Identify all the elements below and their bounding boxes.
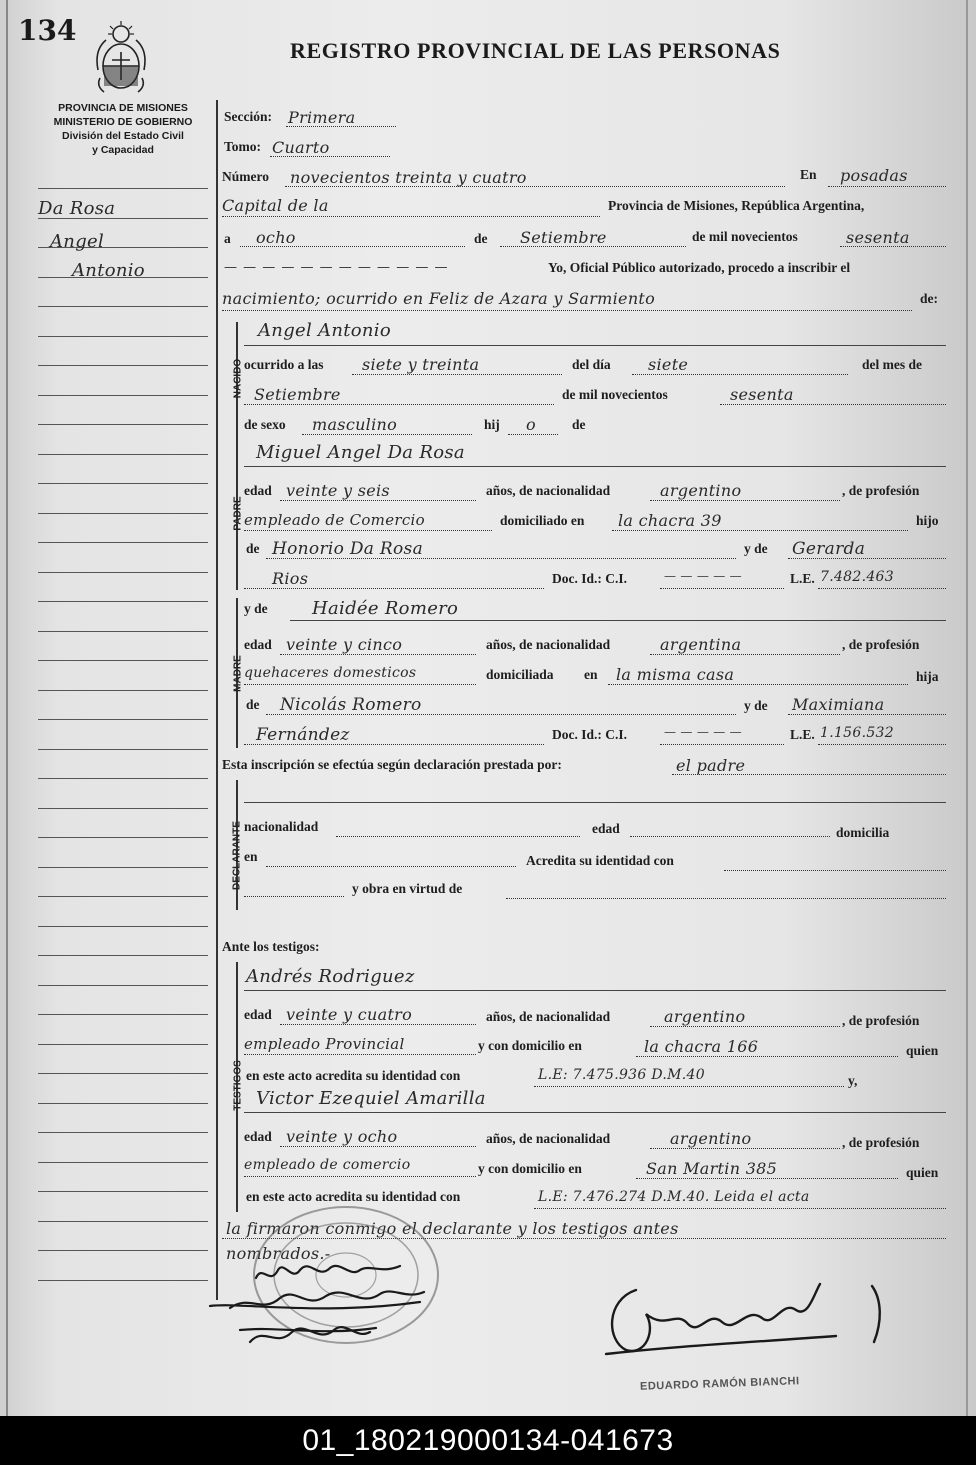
sidebar-ruled-line [38,1162,208,1163]
t2-edad-label: edad [244,1129,272,1144]
abuela-paterna-apellido: Rios [272,569,309,588]
sidebar-ruled-line [38,1014,208,1015]
provincia-text: Provincia de Misiones, República Argentina, [608,198,865,213]
t1-quien-label: quien [906,1043,939,1058]
a-label: a [224,231,231,246]
t1-dom-label: y con domicilio en [478,1038,582,1053]
t1-nac-label: años, de nacionalidad [486,1009,611,1024]
t1-nac-value: argentino [664,1007,746,1026]
padre-ci-value: — — — — — [664,569,742,583]
hija-label: hija [916,669,939,684]
t1-acr-value: L.E: 7.475.936 D.M.40 [538,1067,705,1083]
seccion-label: Sección: [224,109,272,124]
hijo-label: hijo [916,513,939,528]
page-number: 134 [18,14,77,47]
page-edge-right [966,0,968,1416]
padre-dom-label: domiciliado en [500,513,585,528]
division-label-1: División del Estado Civil [62,130,184,142]
sidebar-ruled-line [38,1280,208,1281]
issuing-office [40,101,206,157]
declarante-en-label: en [244,849,258,864]
coat-of-arms-icon [90,20,152,98]
testigo2-name: Victor Ezequiel Amarilla [256,1088,486,1109]
padre-prof-value: empleado de Comercio [244,511,425,529]
padre-de-label: de [246,541,260,556]
witness-signatures-icon [200,1256,440,1356]
mil-label: de mil novecientos [692,229,798,244]
tomo-label: Tomo: [224,139,262,154]
t1-prof-label: , de profesión [842,1013,920,1028]
officer-name-stamp: EDUARDO RAMÓN BIANCHI [639,1375,800,1393]
sidebar-ruled-line [38,1221,208,1222]
madre-ci-value: — — — — — [664,725,742,739]
t1-y-label: y, [848,1073,858,1088]
sidebar-ruled-line [38,454,208,455]
abuelo-materno-value: Nicolás Romero [280,695,422,715]
sidebar-ruled-line [38,867,208,868]
declarante-acredita-label: Acredita su identidad con [526,853,674,868]
declarante-edad-label: edad [592,821,620,836]
de-label: de [474,231,488,246]
padre-le-value: 7.482.463 [820,569,894,585]
madre-doc-label: Doc. Id.: C.I. [552,727,628,742]
madre-yde2-label: y de [744,698,768,713]
t2-acr-label: en este acto acredita su identidad con [246,1189,461,1204]
abuela-materna-value: Maximiana [792,695,885,714]
margin-surname: Da Rosa [38,198,116,219]
main-form-border [216,100,218,1300]
testigos-section-label: TESTIGOS [232,1060,244,1111]
t2-dom-label: y con domicilio en [478,1161,582,1176]
sidebar-ruled-line [38,1103,208,1104]
officer-signature-icon [596,1270,896,1370]
t2-prof-value: empleado de comercio [244,1157,411,1173]
ante-testigos-label: Ante los testigos: [222,939,320,954]
sidebar-ruled-line [38,1250,208,1251]
capital-value: Capital de la [222,196,329,215]
madre-yde-label: y de [244,601,268,616]
madre-dom-label: domiciliada [486,667,554,682]
t2-edad-value: veinte y ocho [286,1127,398,1146]
declarante-nac-label: nacionalidad [244,819,319,834]
sidebar-ruled-line [38,1132,208,1133]
sexo-value: masculino [312,415,398,434]
sidebar-ruled-line [38,690,208,691]
madre-prof-label: , de profesión [842,637,920,652]
sidebar-ruled-line [38,660,208,661]
sidebar-ruled-line [38,778,208,779]
madre-prof-value: quehaceres domesticos [244,665,417,681]
sidebar-ruled-line [38,1191,208,1192]
page-title: REGISTRO PROVINCIAL DE LAS PERSONAS [290,38,781,63]
sidebar-ruled-line [38,749,208,750]
padre-edad-value: veinte y seis [286,481,390,500]
sidebar-ruled-line [38,572,208,573]
hij-label: hij [484,417,500,432]
image-caption: 01_180219000134-041673 [0,1416,976,1465]
t2-quien-label: quien [906,1165,939,1180]
sidebar-ruled-line [38,1044,208,1045]
madre-le-value: 1.156.532 [820,725,894,741]
hora-value: siete y treinta [362,355,480,374]
province-label: PROVINCIA DE MISIONES [58,102,188,114]
sidebar-ruled-line [38,306,208,307]
padre-doc-label: Doc. Id.: C.I. [552,571,628,586]
sidebar-ruled-line [38,896,208,897]
madre-nac-label: años, de nacionalidad [486,637,611,652]
sexo-label: de sexo [244,417,286,432]
seccion-value: Primera [288,108,356,127]
sidebar-ruled-line [38,955,208,956]
madre-section-label: MADRE [232,655,244,692]
dia-registro-value: ocho [256,228,296,247]
padre-le-label: L.E. [790,571,815,586]
del-dia-label: del día [572,357,611,372]
mes-registro-value: Setiembre [520,228,607,247]
madre-de-label: de [246,697,260,712]
sidebar-ruled-line [38,395,208,396]
sidebar-ruled-line [38,336,208,337]
sidebar-ruled-line [38,631,208,632]
numero-value: novecientos treinta y cuatro [290,168,527,187]
sidebar-ruled-line [38,424,208,425]
t1-dom-value: la chacra 166 [644,1037,759,1056]
padre-yde-label: y de [744,541,768,556]
hij-value: o [526,415,536,434]
padre-edad-label: edad [244,483,272,498]
margin-middle-name: Antonio [72,260,145,281]
madre-edad-value: veinte y cinco [286,635,403,654]
t2-prof-label: , de profesión [842,1135,920,1150]
t2-acr-value: L.E: 7.476.274 D.M.40. Leida el acta [538,1189,810,1205]
inscripcion-text: Esta inscripción se efectúa según declaración prestada por: [222,757,562,772]
madre-edad-label: edad [244,637,272,652]
t2-dom-value: San Martin 385 [646,1159,778,1178]
sidebar-ruled-line [38,513,208,514]
abuela-paterna-value: Gerarda [792,539,866,559]
declarante-obra-label: y obra en virtud de [352,881,463,896]
abuelo-paterno-value: Honorio Da Rosa [272,539,424,559]
madre-le-label: L.E. [790,727,815,742]
sidebar-ruled-line [38,837,208,838]
closing-line-2: nombrados.- [226,1244,331,1263]
sidebar-ruled-line [38,1073,208,1074]
padre-section-label: PADRE [232,496,244,531]
padre-nac-label: años, de nacionalidad [486,483,611,498]
closing-line-1: la firmaron conmigo el declarante y los testigos antes [226,1219,679,1238]
nacido-de-label: de [572,417,586,432]
inscripcion-value: el padre [676,756,746,775]
sidebar-ruled-line [38,601,208,602]
mes-nacimiento-value: Setiembre [254,385,341,404]
sidebar-ruled-line [38,542,208,543]
tomo-value: Cuarto [272,138,330,157]
t2-nac-label: años, de nacionalidad [486,1131,611,1146]
numero-label: Número [222,169,269,184]
nacimiento-value: nacimiento; ocurrido en Feliz de Azara y Sarmiento [222,289,656,308]
t2-nac-value: argentino [670,1129,752,1148]
madre-dom-value: la misma casa [616,665,735,684]
nacido-name: Angel Antonio [258,320,391,341]
sidebar-ruled-line [38,365,208,366]
abuela-materna-apellido: Fernández [256,725,350,745]
padre-name: Miguel Angel Da Rosa [256,442,465,463]
sidebar-ruled-line [38,808,208,809]
padre-prof-label: , de profesión [842,483,920,498]
anio-nacimiento-value: sesenta [730,385,794,404]
sidebar-ruled-line [38,985,208,986]
nacido-mil-label: de mil novecientos [562,387,668,402]
de-colon-label: de: [920,291,938,306]
dia-nacimiento-value: siete [648,355,689,374]
margin-first-name: Angel [50,231,105,252]
oficial-text: Yo, Oficial Público autorizado, procedo a inscribir el [548,260,851,275]
sidebar-ruled-line [38,719,208,720]
page-edge-left [6,0,8,1416]
ministry-label: MINISTERIO DE GOBIERNO [53,116,193,128]
t1-acr-label: en este acto acredita su identidad con [246,1068,461,1083]
t1-prof-value: empleado Provincial [244,1035,405,1053]
sidebar-ruled-line [38,188,208,189]
division-label-2: y Capacidad [92,144,154,156]
testigo1-name: Andrés Rodriguez [246,966,415,987]
madre-nac-value: argentina [660,635,742,654]
madre-name: Haidée Romero [312,598,459,619]
en-label: En [800,167,817,182]
en-value: posadas [840,166,908,185]
declarante-section-label: DECLARANTE [231,821,243,890]
sidebar-ruled-line [38,926,208,927]
ocurrido-label: ocurrido a las [244,357,324,372]
nacido-section-label: NACIDO [232,358,244,399]
t1-edad-value: veinte y cuatro [286,1005,413,1024]
t1-edad-label: edad [244,1007,272,1022]
padre-dom-value: la chacra 39 [618,511,722,530]
anio-registro-value: sesenta [846,228,910,247]
sidebar-ruled-line [38,483,208,484]
dash-filler: — — — — — — — — — — — — [224,260,449,275]
madre-en-label: en [584,667,598,682]
declarante-dom-label: domicilia [836,825,890,840]
padre-nac-value: argentino [660,481,742,500]
del-mes-label: del mes de [862,357,922,372]
